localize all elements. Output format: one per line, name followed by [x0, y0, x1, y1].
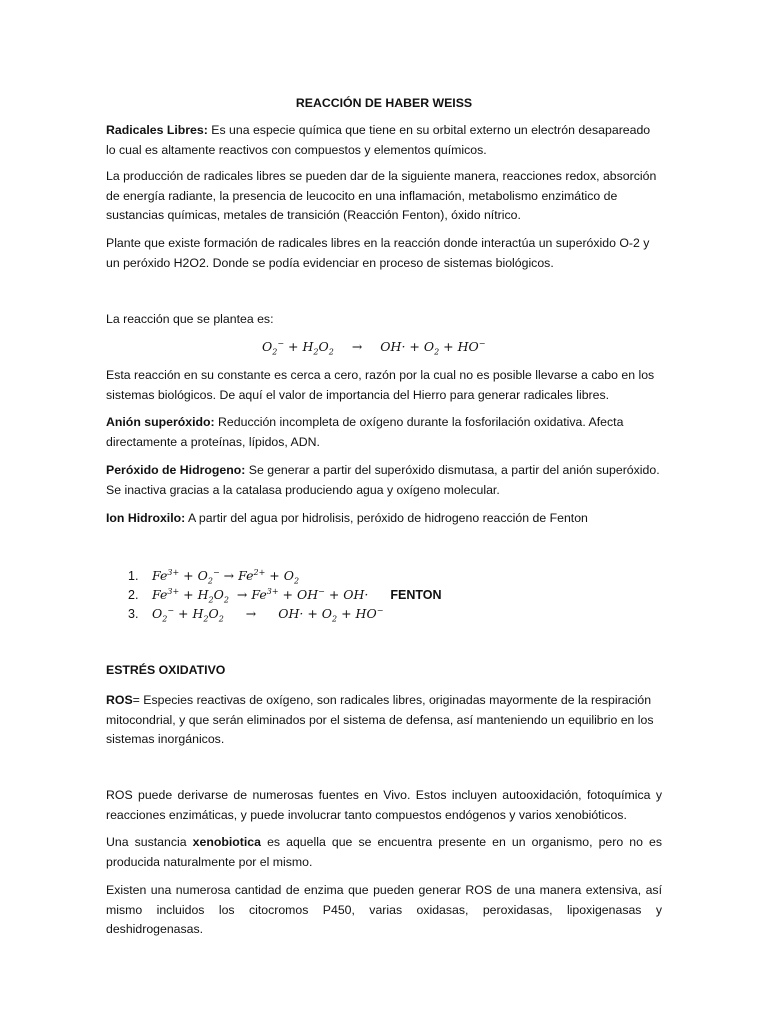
- list-number: 3.: [128, 607, 139, 621]
- paragraph-text: Una sustancia: [106, 835, 193, 849]
- eq-symbol: OH·: [380, 339, 406, 354]
- eq-arrow: →: [351, 339, 363, 354]
- paragraph-anion-superoxido: [106, 413, 662, 452]
- reaction-2-formula: $Fe^{3+} + H_2O_2 \to Fe^{3+} + OH^- + OH\cdot$: [152, 586, 369, 605]
- eq-operator: +: [405, 339, 424, 354]
- reaction-3-formula: $O_2^- + H_2O_2 \to OH\cdot + O_2 + HO^-$: [152, 605, 384, 624]
- paragraph-peroxido: [106, 461, 662, 500]
- paragraph-text: Es una especie química que tiene en su orbital externo un electrón desapareado lo cual es altamente reactivos con compuestos y elementos químicos.: [106, 123, 651, 157]
- eq-operator: +: [439, 339, 458, 354]
- reaction-list: [128, 566, 688, 623]
- paragraph-text: A partir del agua por hidrolisis, peróxido de hidrogeno reacción de Fenton: [185, 511, 588, 525]
- term-anion-superoxido: Anión superóxido:: [106, 415, 215, 429]
- eq-subscript: 2: [272, 347, 278, 357]
- paragraph-constante: Esta reacción en su constante es cerca a cero, razón por la cual no es posible llevarse a cabo en los sistemas biológicos. De aquí el valor de importancia del Hierro para generar radicales libres.: [106, 368, 655, 402]
- paragraph-ros: [106, 691, 662, 750]
- haber-weiss-equation: [262, 337, 485, 357]
- paragraph-enzimas: Existen una numerosa cantidad de enzima que pueden generar ROS de una manera extensiva, así mismo incluidos los citocromos P450, varias oxidasas, peroxidasas, lipoxigenasas y deshidrogenasas.: [106, 883, 662, 936]
- paragraph-text: Reducción incompleta de oxígeno durante la fosforilación oxidativa. Afecta directamente a proteínas, lípidos, ADN.: [106, 415, 624, 449]
- paragraph-reaccion-intro: La reacción que se plantea es:: [106, 312, 274, 326]
- term-ros: ROS: [106, 693, 133, 707]
- reaction-item: [128, 604, 688, 623]
- eq-superscript: −: [478, 338, 486, 348]
- paragraph-produccion: La producción de radicales libres se pueden dar de la siguiente manera, reacciones redox, absorción de energía radiante, la presencia de leucocito en una inflamación, metabolismo enzimático de sustancias químicas, metales de transición (Reacción Fenton), óxido nítrico.: [106, 169, 657, 222]
- eq-symbol: O: [423, 339, 435, 354]
- fenton-label: FENTON: [390, 588, 442, 602]
- eq-symbol: O: [262, 339, 273, 354]
- eq-subscript: 2: [328, 347, 334, 357]
- list-number: 1.: [128, 569, 139, 583]
- term-radicales-libres: Radicales Libres:: [106, 123, 208, 137]
- eq-operator: +: [284, 339, 303, 354]
- term-xenobiotica: xenobiotica: [192, 835, 261, 849]
- paragraph-text: Se generar a partir del superóxido dismutasa, a partir del anión superóxido. Se inactiva gracias a la catalasa produciendo agua y oxígeno molecular.: [106, 463, 660, 497]
- eq-symbol: HO: [457, 339, 479, 354]
- term-peroxido: Peróxido de Hidrogeno:: [106, 463, 246, 477]
- section-heading-estres-oxidativo: ESTRÉS OXIDATIVO: [106, 663, 226, 677]
- paragraph-ion-hidroxilo: [106, 509, 662, 529]
- paragraph-xenobiotica: [106, 833, 662, 872]
- reaction-item: [128, 566, 688, 585]
- paragraph-formacion: Plante que existe formación de radicales libres en la reacción donde interactúa un superóxido O-2 y un peróxido H2O2. Donde se podía evidenciar en proceso de sistemas biológicos.: [106, 236, 650, 270]
- list-number: 2.: [128, 588, 139, 602]
- eq-subscript: 2: [434, 347, 440, 357]
- paragraph-text: = Especies reactivas de oxígeno, son radicales libres, originadas mayormente de la respiración mitocondrial, y que serán eliminados por el sistema de defensa, así manteniendo un equilibrio en los sistemas inorgánicos.: [106, 693, 654, 746]
- eq-superscript: −: [277, 338, 285, 348]
- reaction-item: [128, 585, 688, 604]
- reaction-1-formula: $Fe^{3+} + O_2^- \to Fe^{2+} + O_2$: [152, 567, 300, 586]
- page-title: REACCIÓN DE HABER WEISS: [295, 96, 473, 110]
- paragraph-text: es aquella que se encuentra presente en un organismo, pero no es producida naturalmente por el mismo.: [106, 835, 662, 869]
- term-ion-hidroxilo: Ion Hidroxilo:: [106, 511, 186, 525]
- paragraph-radicales-libres: [106, 121, 662, 160]
- eq-symbol: H: [302, 339, 314, 354]
- eq-subscript: 2: [313, 347, 319, 357]
- paragraph-ros-fuentes: ROS puede derivarse de numerosas fuentes en Vivo. Estos incluyen autooxidación, fotoquímica y reacciones enzimáticas, y puede involucrar tanto compuestos endógenos y varios xenobióticos.: [106, 788, 662, 822]
- eq-symbol: O: [318, 339, 329, 354]
